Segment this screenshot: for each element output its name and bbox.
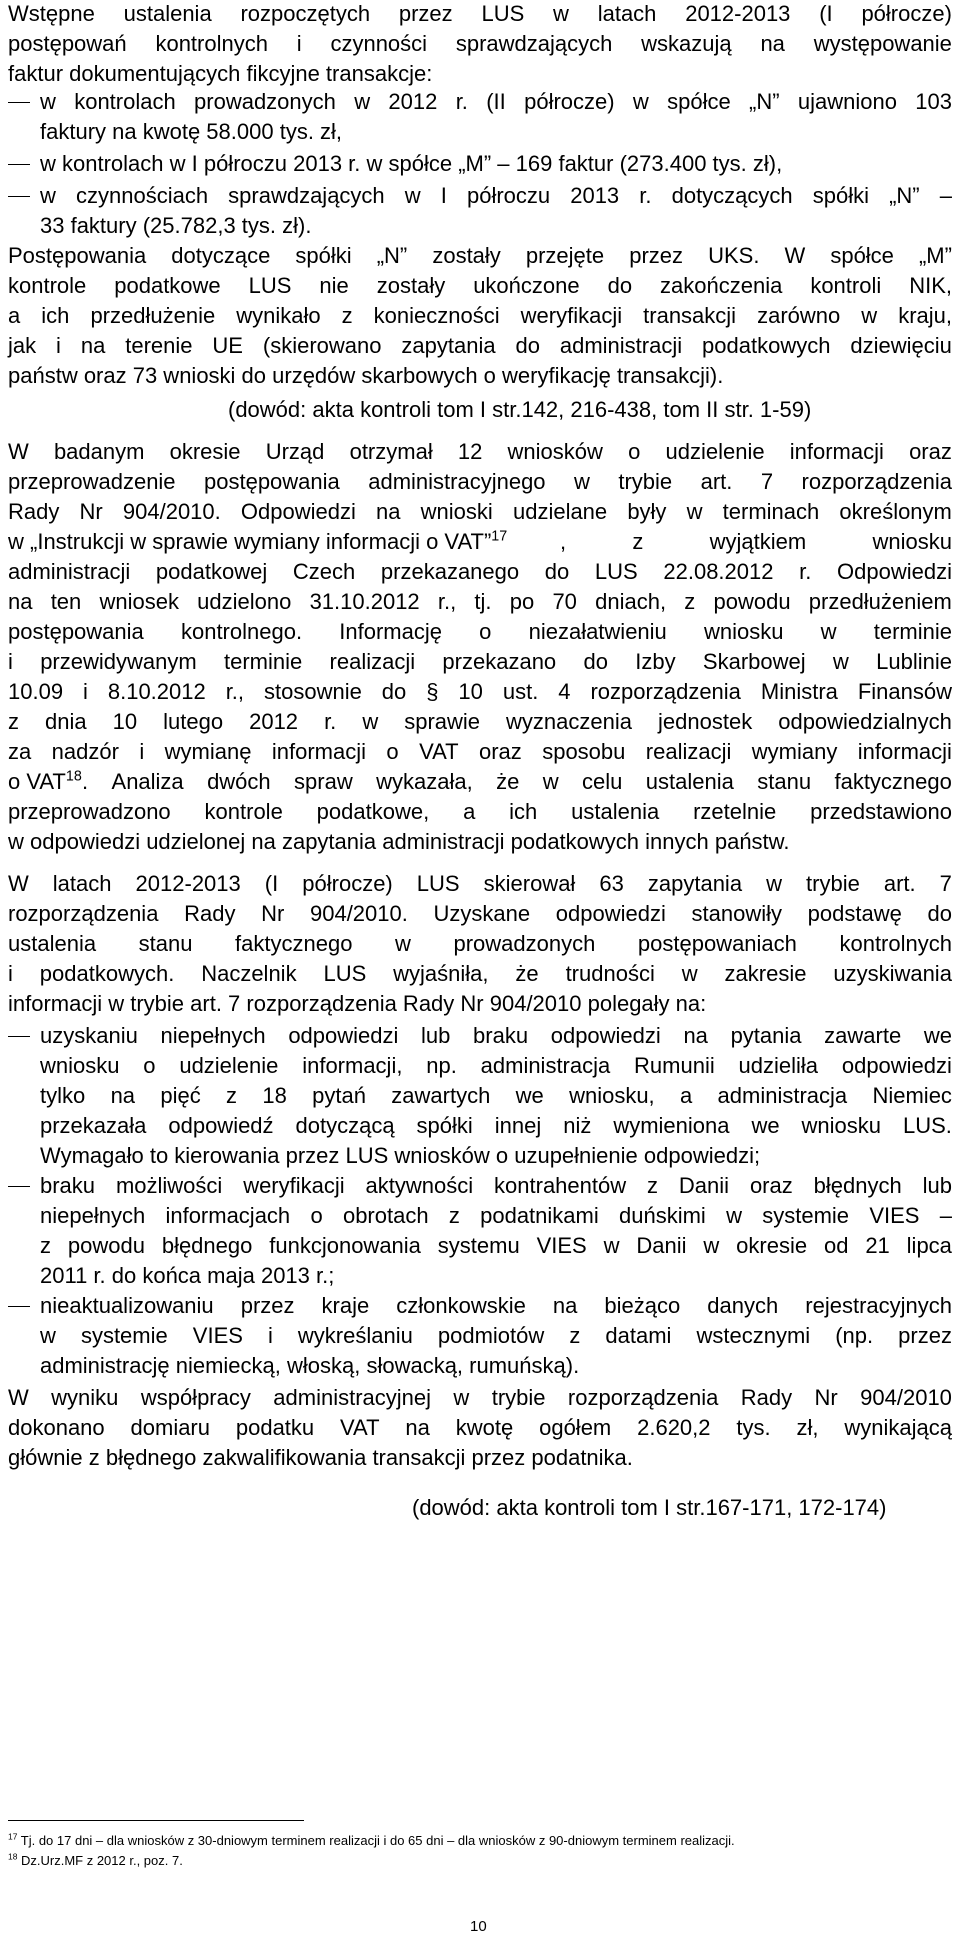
bullet-line: przekazała odpowiedź dotyczącą spółki innej niż wymieniona we wniosku LUS.: [40, 1113, 952, 1138]
bullet-line: w kontrolach w I półroczu 2013 r. w spółce „M” – 169 faktur (273.400 tys. zł),: [40, 151, 783, 176]
footnote-ref-18: 18: [65, 768, 82, 785]
paragraph-line: W badanym okresie Urząd otrzymał 12 wniosków o udzielenie informacji oraz: [8, 439, 952, 464]
paragraph-line: , z wyjątkiem wniosku: [560, 529, 952, 554]
paragraph-line: jak i na terenie UE (skierowano zapytania do administracji podatkowych dziewięciu: [8, 333, 952, 358]
page-number: 10: [470, 1918, 487, 1935]
paragraph-line: głównie z błędnego zakwalifikowania transakcji przez podatnika.: [8, 1445, 633, 1470]
paragraph-line: dokonano domiaru podatku VAT na kwotę ogółem 2.620,2 tys. zł, wynikającą: [8, 1415, 952, 1440]
paragraph-line: 10.09 i 8.10.2012 r., stosownie do § 10 ust. 4 rozporządzenia Ministra Finansów: [8, 679, 952, 704]
paragraph-line: rozporządzenia Rady Nr 904/2010. Uzyskane odpowiedzi stanowiły podstawę do: [8, 901, 952, 926]
bullet-line: z powodu błędnego funkcjonowania systemu VIES w Danii w okresie od 21 lipca: [40, 1233, 952, 1258]
footnote-18: [8, 1852, 183, 1870]
paragraph-line: W wyniku współpracy administracyjnej w trybie rozporządzenia Rady Nr 904/2010: [8, 1385, 952, 1410]
paragraph-line: z dnia 10 lutego 2012 r. w sprawie wyznaczenia jednostek odpowiedzialnych: [8, 709, 952, 734]
bullet-line: w czynnościach sprawdzających w I półroczu 2013 r. dotyczących spółki „N” –: [40, 183, 952, 208]
paragraph-line: administracji podatkowej Czech przekazanego do LUS 22.08.2012 r. Odpowiedzi: [8, 559, 952, 584]
bullet-dash: [8, 164, 30, 165]
intro-line: postępowań kontrolnych i czynności sprawdzających wskazują na występowanie: [8, 31, 952, 56]
footnote-ref-17: 17: [491, 528, 508, 545]
paragraph-line: na ten wniosek udzielono 31.10.2012 r., tj. po 70 dniach, z powodu przedłużeniem: [8, 589, 952, 614]
bullet-dash: [8, 1186, 30, 1187]
paragraph-line: Rady Nr 904/2010. Odpowiedzi na wnioski udzielane były w terminach określonym: [8, 499, 952, 524]
paragraph-line: ustalenia stanu faktycznego w prowadzonych postępowaniach kontrolnych: [8, 931, 952, 956]
evidence-citation: (dowód: akta kontroli tom I str.142, 216-438, tom II str. 1-59): [228, 397, 812, 422]
intro-line: Wstępne ustalenia rozpoczętych przez LUS w latach 2012-2013 (I półrocze): [8, 1, 952, 26]
paragraph-line: i podatkowych. Naczelnik LUS wyjaśniła, że trudności w zakresie uzyskiwania: [8, 961, 952, 986]
paragraph-line: i przewidywanym terminie realizacji przekazano do Izby Skarbowej w Lublinie: [8, 649, 952, 674]
paragraph-line: informacji w trybie art. 7 rozporządzenia Rady Nr 904/2010 polegały na:: [8, 991, 707, 1016]
bullet-line: tylko na pięć z 18 pytań zawartych we wniosku, a administracja Niemiec: [40, 1083, 952, 1108]
paragraph-line: postępowania kontrolnego. Informację o niezałatwieniu wniosku w terminie: [8, 619, 952, 644]
footnote-17: [8, 1832, 735, 1850]
bullet-line: 33 faktury (25.782,3 tys. zł).: [40, 213, 312, 238]
paragraph-line: . Analiza dwóch spraw wykazała, że w celu ustalenia stanu faktycznego: [82, 769, 952, 794]
bullet-dash: [8, 1306, 30, 1307]
footnote-text: Dz.Urz.MF z 2012 r., poz. 7.: [17, 1853, 183, 1868]
bullet-line: nieaktualizowaniu przez kraje członkowskie na bieżąco danych rejestracyjnych: [40, 1293, 952, 1318]
paragraph-line: a ich przedłużenie wynikało z konieczności weryfikacji transakcji zarówno w kraju,: [8, 303, 952, 328]
paragraph-line: kontrole podatkowe LUS nie zostały ukończone do zakończenia kontroli NIK,: [8, 273, 952, 298]
paragraph-line: Postępowania dotyczące spółki „N” zostały przejęte przez UKS. W spółce „M”: [8, 243, 952, 268]
bullet-line: wniosku o udzielenie informacji, np. administracja Rumunii udzieliła odpowiedzi: [40, 1053, 952, 1078]
bullet-line: faktury na kwotę 58.000 tys. zł,: [40, 119, 343, 144]
paragraph-line: przeprowadzenie postępowania administracyjnego w trybie art. 7 rozporządzenia: [8, 469, 952, 494]
footnote-separator: [8, 1820, 304, 1821]
bullet-line: 2011 r. do końca maja 2013 r.;: [40, 1263, 335, 1288]
footnote-number: 18: [8, 1851, 18, 1862]
bullet-line: administrację niemiecką, włoską, słowacką, rumuńską).: [40, 1353, 580, 1378]
bullet-line: uzyskaniu niepełnych odpowiedzi lub braku odpowiedzi na pytania zawarte we: [40, 1023, 952, 1048]
footnote-number: 17: [8, 1831, 18, 1842]
footnote-text: Tj. do 17 dni – dla wniosków z 30-dniowym terminem realizacji i do 65 dni – dla wniosków z 90-dniowym terminem realizacji.: [17, 1833, 735, 1848]
intro-line: faktur dokumentujących fikcyjne transakcje:: [8, 61, 433, 86]
paragraph-line: W latach 2012-2013 (I półrocze) LUS skierował 63 zapytania w trybie art. 7: [8, 871, 952, 896]
paragraph-line: za nadzór i wymianę informacji o VAT oraz sposobu realizacji wymiany informacji: [8, 739, 952, 764]
bullet-line: niepełnych informacjach o obrotach z podatnikami duńskimi w systemie VIES –: [40, 1203, 952, 1228]
paragraph-line: przeprowadzono kontrole podatkowe, a ich ustalenia rzetelnie przedstawiono: [8, 799, 952, 824]
bullet-dash: [8, 1036, 30, 1037]
evidence-citation: (dowód: akta kontroli tom I str.167-171, 172-174): [412, 1495, 887, 1520]
paragraph-line: o VAT$^{18}$: [8, 768, 82, 794]
paragraph-line: w odpowiedzi udzielonej na zapytania administracji podatkowych innych państw.: [8, 829, 790, 854]
bullet-dash: [8, 196, 30, 197]
bullet-line: braku możliwości weryfikacji aktywności kontrahentów z Danii oraz błędnych lub: [40, 1173, 952, 1198]
paragraph-line: państw oraz 73 wnioski do urzędów skarbowych o weryfikację transakcji).: [8, 363, 724, 388]
bullet-line: Wymagało to kierowania przez LUS wniosków o uzupełnienie odpowiedzi;: [40, 1143, 761, 1168]
bullet-dash: [8, 102, 30, 103]
bullet-line: w kontrolach prowadzonych w 2012 r. (II półrocze) w spółce „N” ujawniono 103: [40, 89, 952, 114]
paragraph-line: w „Instrukcji w sprawie wymiany informacji o VAT”$^{17}$: [8, 528, 508, 554]
bullet-line: w systemie VIES i wykreślaniu podmiotów z datami wstecznymi (np. przez: [40, 1323, 952, 1348]
